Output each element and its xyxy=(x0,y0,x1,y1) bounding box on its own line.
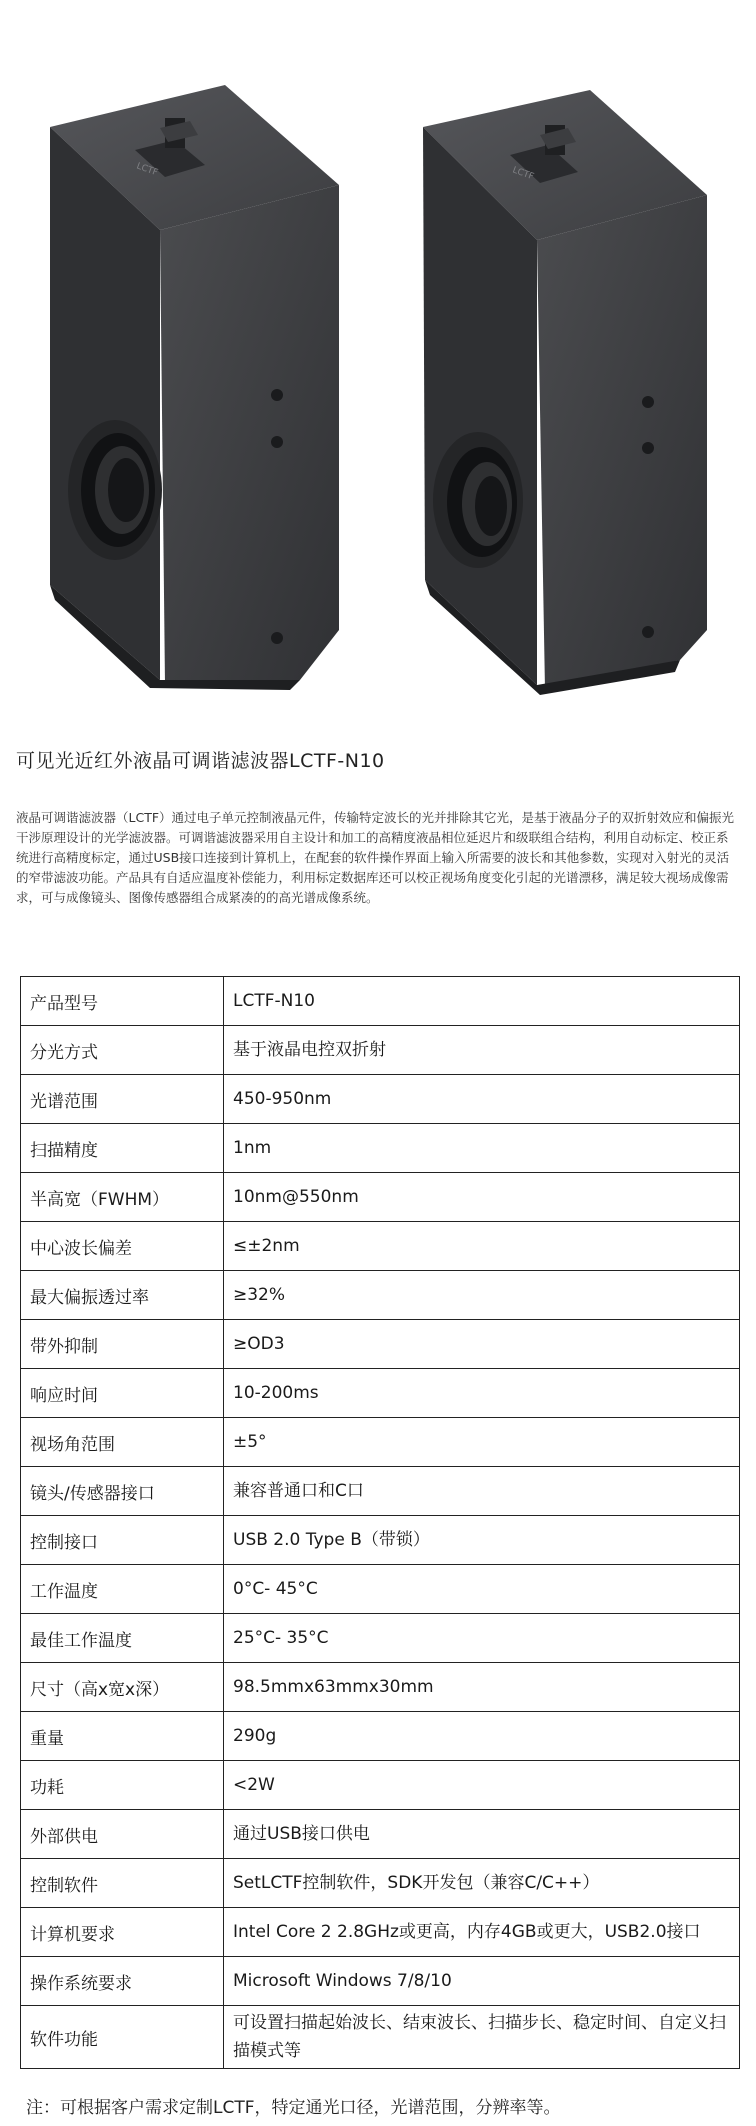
spec-key: 计算机要求 xyxy=(21,1908,224,1957)
spec-key: 最大偏振透过率 xyxy=(21,1271,224,1320)
svg-text:LCTF: LCTF xyxy=(134,161,160,179)
spec-key: 带外抑制 xyxy=(21,1320,224,1369)
spec-key: 产品型号 xyxy=(21,977,224,1026)
spec-key: 软件功能 xyxy=(21,2006,224,2069)
spec-key: 扫描精度 xyxy=(21,1124,224,1173)
spec-value: 0°C- 45°C xyxy=(224,1565,740,1614)
product-title: 可见光近红外液晶可调谐滤波器LCTF-N10 xyxy=(16,750,385,772)
spec-value: 通过USB接口供电 xyxy=(224,1810,740,1859)
spec-row xyxy=(21,1712,740,1761)
product-description: 液晶可调谐滤波器（LCTF）通过电子单元控制液晶元件，传输特定波长的光并排除其它光，是基于液晶分子的双折射效应和偏振光干涉原理设计的光学滤波器。可调谐滤波器采用自主设计和加工的高精度液晶相位延迟片和级联组合结构，利用自动标定、校正系统进行高精度标定，通过USB接口连接到计算机上，在配套的软件操作界面上输入所需要的波长和其他参数，实现对入射光的灵活的窄带滤波功能。产品具有自适应温度补偿能力，利用标定数据库还可以校正视场角度变化引起的光谱漂移，满足较大视场成像需求，可与成像镜头、图像传感器组合成紧凑的的高光谱成像系统。 xyxy=(16,810,735,905)
spec-table xyxy=(20,976,740,2069)
spec-row xyxy=(21,1516,740,1565)
spec-row xyxy=(21,1908,740,1957)
spec-row xyxy=(21,1957,740,2006)
spec-key: 镜头/传感器接口 xyxy=(21,1467,224,1516)
spec-row xyxy=(21,1222,740,1271)
spec-row xyxy=(21,1467,740,1516)
spec-row xyxy=(21,1761,740,1810)
spec-value: ≤±2nm xyxy=(224,1222,740,1271)
spec-key: 重量 xyxy=(21,1712,224,1761)
spec-value: 25°C- 35°C xyxy=(224,1614,740,1663)
svg-text:LCTF: LCTF xyxy=(510,165,536,183)
spec-key: 控制接口 xyxy=(21,1516,224,1565)
spec-row xyxy=(21,1173,740,1222)
spec-value: ≥OD3 xyxy=(224,1320,740,1369)
spec-value: 1nm xyxy=(224,1124,740,1173)
spec-key: 视场角范围 xyxy=(21,1418,224,1467)
spec-key: 尺寸（高x宽x深） xyxy=(21,1663,224,1712)
spec-value: 10nm@550nm xyxy=(224,1173,740,1222)
spec-value: 兼容普通口和C口 xyxy=(224,1467,740,1516)
spec-value: ≥32% xyxy=(224,1271,740,1320)
spec-value: 基于液晶电控双折射 xyxy=(224,1026,740,1075)
spec-row xyxy=(21,1369,740,1418)
spec-value: USB 2.0 Type B（带锁） xyxy=(224,1516,740,1565)
spec-row xyxy=(21,1124,740,1173)
spec-row xyxy=(21,1418,740,1467)
spec-row xyxy=(21,1026,740,1075)
spec-value: Microsoft Windows 7/8/10 xyxy=(224,1957,740,2006)
spec-row xyxy=(21,1663,740,1712)
spec-row xyxy=(21,1565,740,1614)
spec-row xyxy=(21,2006,740,2069)
device-right-illustration xyxy=(423,90,707,695)
spec-key: 响应时间 xyxy=(21,1369,224,1418)
spec-value: SetLCTF控制软件，SDK开发包（兼容C/C++） xyxy=(224,1859,740,1908)
spec-value: LCTF-N10 xyxy=(224,977,740,1026)
spec-key: 工作温度 xyxy=(21,1565,224,1614)
spec-key: 最佳工作温度 xyxy=(21,1614,224,1663)
spec-key: 操作系统要求 xyxy=(21,1957,224,2006)
spec-key: 功耗 xyxy=(21,1761,224,1810)
spec-value: 450-950nm xyxy=(224,1075,740,1124)
spec-value: 290g xyxy=(224,1712,740,1761)
spec-row xyxy=(21,1320,740,1369)
spec-key: 控制软件 xyxy=(21,1859,224,1908)
spec-row xyxy=(21,1075,740,1124)
spec-row xyxy=(21,977,740,1026)
spec-key: 光谱范围 xyxy=(21,1075,224,1124)
spec-row xyxy=(21,1810,740,1859)
device-left-illustration xyxy=(50,85,339,690)
spec-value: Intel Core 2 2.8GHz或更高，内存4GB或更大，USB2.0接口 xyxy=(224,1908,740,1957)
spec-value: 10-200ms xyxy=(224,1369,740,1418)
spec-value: ±5° xyxy=(224,1418,740,1467)
product-image xyxy=(0,0,756,700)
spec-value: <2W xyxy=(224,1761,740,1810)
spec-row xyxy=(21,1271,740,1320)
spec-row xyxy=(21,1614,740,1663)
spec-key: 分光方式 xyxy=(21,1026,224,1075)
spec-key: 中心波长偏差 xyxy=(21,1222,224,1271)
spec-row xyxy=(21,1859,740,1908)
spec-key: 半高宽（FWHM） xyxy=(21,1173,224,1222)
spec-value: 可设置扫描起始波长、结束波长、扫描步长、稳定时间、自定义扫描模式等 xyxy=(224,2006,740,2069)
spec-key: 外部供电 xyxy=(21,1810,224,1859)
spec-value: 98.5mmx63mmx30mm xyxy=(224,1663,740,1712)
custom-note: 注：可根据客户需求定制LCTF，特定通光口径，光谱范围，分辨率等。 xyxy=(26,2098,561,2118)
